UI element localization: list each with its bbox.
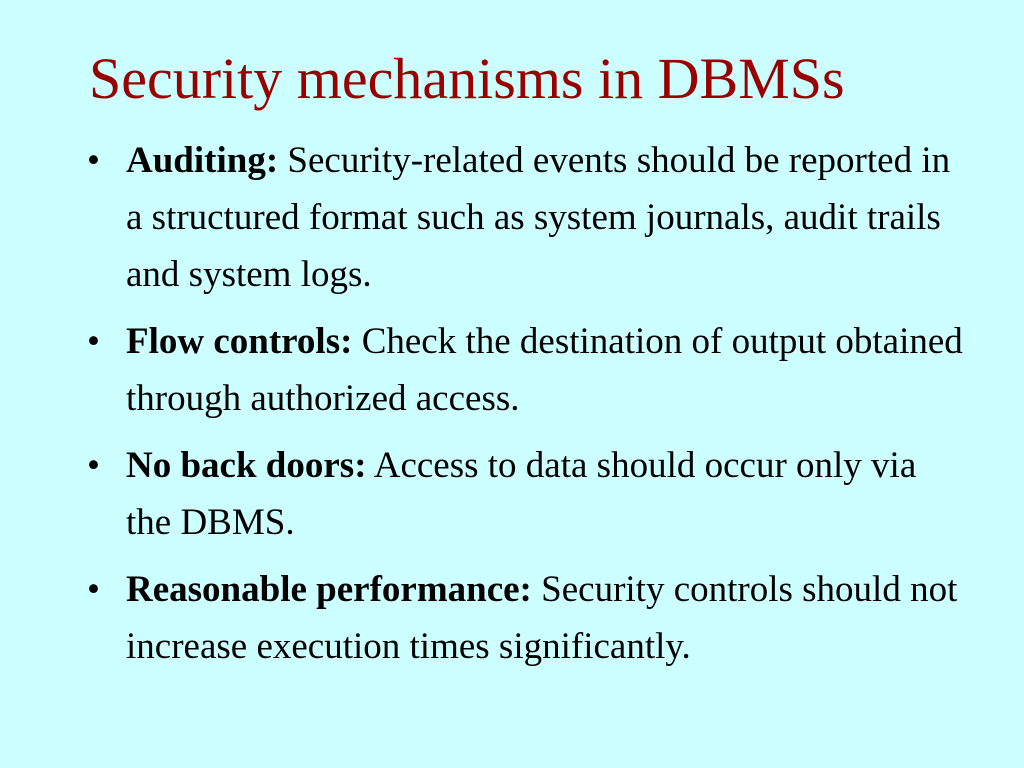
bullet-text: Access to data should occur only via the DBMS.: [126, 445, 917, 543]
bullet-term: Auditing:: [126, 140, 279, 181]
bullet-dot-icon: •: [87, 445, 100, 486]
bullet-item-no-back-doors: [0, 437, 1024, 551]
bullet-dot-icon: •: [87, 321, 100, 362]
bullet-term: Reasonable performance:: [126, 569, 532, 610]
bullet-text: Security-related events should be reported in a structured format such as system journals, audit trails and system logs.: [126, 140, 951, 295]
bullet-dot-icon: •: [87, 140, 100, 181]
bullet-term: Flow controls:: [126, 321, 353, 362]
bullet-item-auditing: [0, 132, 1024, 303]
bullet-list: [0, 132, 1024, 685]
bullet-item-flow-controls: [0, 313, 1024, 427]
slide-title: Security mechanisms in DBMSs: [89, 46, 845, 111]
bullet-dot-icon: •: [87, 569, 100, 610]
bullet-text: Security controls should not increase execution times significantly.: [126, 569, 958, 667]
bullet-item-reasonable-performance: [0, 561, 1024, 675]
bullet-term: No back doors:: [126, 445, 367, 486]
bullet-text: Check the destination of output obtained through authorized access.: [126, 321, 963, 419]
